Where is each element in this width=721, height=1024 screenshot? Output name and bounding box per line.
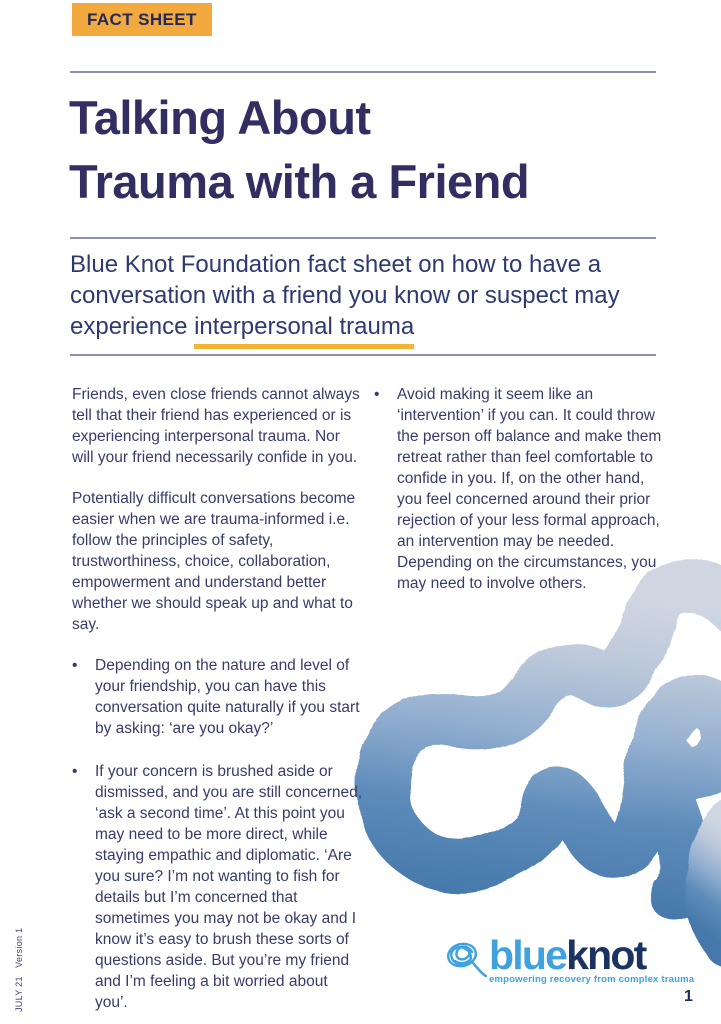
bullet-item <box>374 384 662 594</box>
blue-knot-logo <box>443 932 695 987</box>
bullet-marker: • <box>374 386 380 403</box>
paragraph: Potentially difficult conversations become easier when we are trauma-informed i.e. follow the principles of safety, trustworthiness, choice, collaboration, empowerment and understand better whether we should speak up and what to say. <box>72 490 356 633</box>
bullet-item <box>72 761 364 1013</box>
bullet-text: If your concern is brushed aside or dismissed, and you are still concerned, ‘ask a second time’. At this point you may need to be more direct, while staying empathic and diplomatic. ‘Are you sure? I’m not wanting to fish for details but I’m concerned that sometimes you may not be okay and I know it’s easy to brush these sorts of questions aside. But you’re my friend and I’m feeling a bit worried about you’. <box>95 763 363 1011</box>
version-side-note: JULY 21 Version 1 <box>14 927 24 1012</box>
subtitle-line-3-prefix: experience <box>70 313 195 340</box>
page-number: 1 <box>684 988 693 1005</box>
body-column-left <box>72 384 364 1024</box>
body-column-right <box>374 384 662 616</box>
knot-ribbon-edge-path <box>711 824 721 940</box>
logo-words <box>489 932 695 985</box>
fact-sheet-badge: FACT SHEET <box>72 3 212 36</box>
bullet-text: Depending on the nature and level of your friendship, you can have this conversation quite naturally if you start by asking: ‘are you okay?’ <box>95 657 360 737</box>
logo-tagline: empowering recovery from complex trauma <box>489 974 695 985</box>
divider-under-title <box>70 237 656 239</box>
page-title <box>69 86 529 214</box>
logo-wordmark <box>489 932 694 978</box>
page-title-line-2: Trauma with a Friend <box>69 155 530 208</box>
logo-word-blue: blue <box>489 932 567 978</box>
knot-logo-icon <box>443 937 487 987</box>
bullet-marker: • <box>72 763 78 780</box>
knot-ribbon-path <box>383 587 721 896</box>
subtitle-highlighted-term: interpersonal trauma <box>194 311 414 349</box>
bullet-text: Avoid making it seem like an ‘intervention’ if you can. It could throw the person off balance and make them retreat rather than feel comfortable to confide in you. If, on the other hand, you feel concerned around their prior rejection of your less formal approach, an intervention may be needed. Depending on the circumstances, you may need to involve others. <box>397 386 662 592</box>
bullet-item <box>72 655 364 739</box>
logo-word-knot: knot <box>566 932 646 978</box>
divider-top <box>70 71 656 73</box>
subtitle-line-2: conversation with a friend you know or suspect may <box>70 282 620 309</box>
subtitle <box>70 249 620 349</box>
bullet-marker: • <box>72 657 78 674</box>
subtitle-line-3 <box>70 311 620 349</box>
paragraph: Friends, even close friends cannot always tell that their friend has experienced or is experiencing interpersonal trauma. Nor will your friend necessarily confide in you. <box>72 386 360 466</box>
divider-under-subtitle <box>70 354 656 356</box>
page-title-line-1: Talking About <box>69 91 371 144</box>
subtitle-line-1: Blue Knot Foundation fact sheet on how to have a <box>70 251 602 278</box>
